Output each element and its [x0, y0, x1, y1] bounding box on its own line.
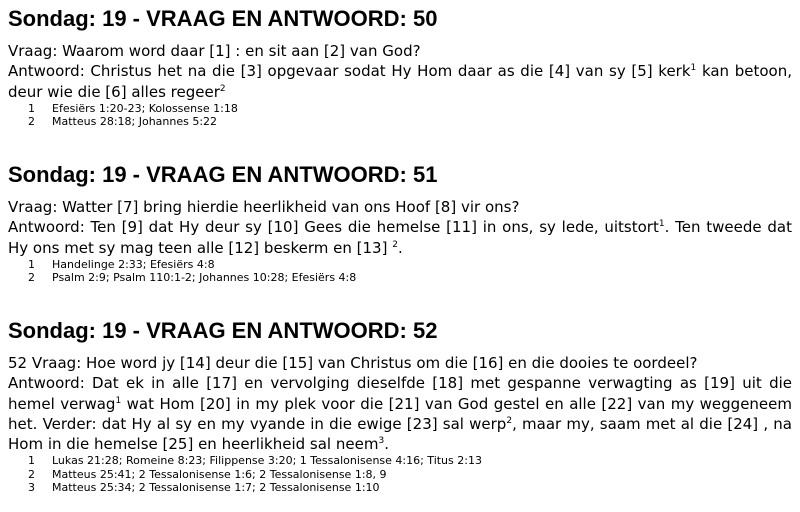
reference-item	[28, 258, 792, 272]
section-q51	[8, 162, 792, 285]
section-heading: Sondag: 19 - VRAAG EN ANTWOORD: 51	[8, 162, 438, 187]
answer-text-part: wat Hom [20] in my plek voor die [21] van God gestel en alle [22] van my weggeneem het. Verder: dat Hy al sy en my vyande in die ewige [23] sal werp	[8, 394, 792, 433]
reference-text: Lukas 21:28; Romeine 8:23; Filippense 3:20; 1 Tessalonisense 4:16; Titus 2:13	[52, 454, 482, 468]
section-q52	[8, 318, 792, 495]
section-heading: Sondag: 19 - VRAAG EN ANTWOORD: 50	[8, 6, 438, 31]
footnote-marker: 2	[219, 83, 226, 94]
footnote-marker: 2	[506, 415, 513, 426]
answer-text-part: Antwoord: Dat ek in alle [17] en vervolging dieselfde [18] met gespanne verwagting as [19] uit die hemel verwag	[8, 374, 792, 413]
answer-text-part: , maar my, saam met al die [24] , na Hom in die hemelse [25] en heerlikheid sal neem	[8, 414, 792, 454]
footnote-marker: 3	[378, 436, 385, 447]
answer-text	[8, 61, 792, 102]
reference-item	[28, 115, 792, 129]
reference-number: 1	[28, 101, 35, 115]
section-heading: Sondag: 19 - VRAAG EN ANTWOORD: 52	[8, 318, 438, 343]
answer-text	[8, 373, 792, 454]
question-text: Vraag: Waarom word daar [1] : en sit aan [2] van God?	[8, 42, 421, 60]
reference-text: Handelinge 2:33; Efesiërs 4:8	[52, 257, 215, 271]
reference-number: 1	[28, 257, 35, 271]
answer-text-part: .	[397, 238, 403, 257]
reference-text: Matteus 25:41; 2 Tessalonisense 1:6; 2 Tessalonisense 1:8, 9	[52, 467, 387, 481]
reference-text: Matteus 25:34; 2 Tessalonisense 1:7; 2 Tessalonisense 1:10	[52, 481, 380, 495]
answer-text-part: Antwoord: Ten [9] dat Hy deur sy [10] Gees die hemelse [11] in ons, sy lede, uitstort	[8, 218, 659, 237]
reference-item	[28, 102, 792, 116]
reference-item	[28, 481, 792, 495]
section-q50	[8, 6, 792, 129]
answer-text-part: .	[384, 435, 389, 454]
answer-text	[8, 217, 792, 258]
footnote-marker: 1	[115, 395, 122, 406]
reference-list	[8, 102, 792, 129]
reference-text: Matteus 28:18; Johannes 5:22	[52, 115, 218, 129]
reference-list	[8, 454, 792, 495]
footnote-marker: 1	[690, 63, 697, 74]
reference-text: Psalm 2:9; Psalm 110:1-2; Johannes 10:28; Efesiërs 4:8	[52, 271, 357, 285]
reference-list	[8, 258, 792, 285]
reference-number: 1	[28, 454, 35, 468]
reference-item	[28, 271, 792, 285]
reference-item	[28, 468, 792, 482]
question-text: Vraag: Watter [7] bring hierdie heerlikheid van ons Hoof [8] vir ons?	[8, 198, 520, 216]
answer-text-part: Antwoord: Christus het na die [3] opgevaar sodat Hy Hom daar as die [4] van sy [5] kerk	[8, 62, 691, 81]
reference-number: 2	[28, 467, 35, 481]
footnote-marker: 1	[658, 219, 665, 230]
reference-number: 2	[28, 115, 35, 129]
question-text: 52 Vraag: Hoe word jy [14] deur die [15] van Christus om die [16] en die dooies te oordeel?	[8, 354, 698, 372]
answer-text-part: kan betoon, deur wie die [6] alles regeer	[8, 62, 792, 101]
reference-number: 3	[28, 481, 35, 495]
answer-text-part: . Ten tweede dat Hy ons met sy mag teen alle [12] beskerm en [13]	[8, 218, 792, 257]
reference-number: 2	[28, 271, 35, 285]
footnote-marker: 2	[392, 239, 398, 250]
reference-text: Efesiërs 1:20-23; Kolossense 1:18	[52, 101, 238, 115]
reference-item	[28, 454, 792, 468]
